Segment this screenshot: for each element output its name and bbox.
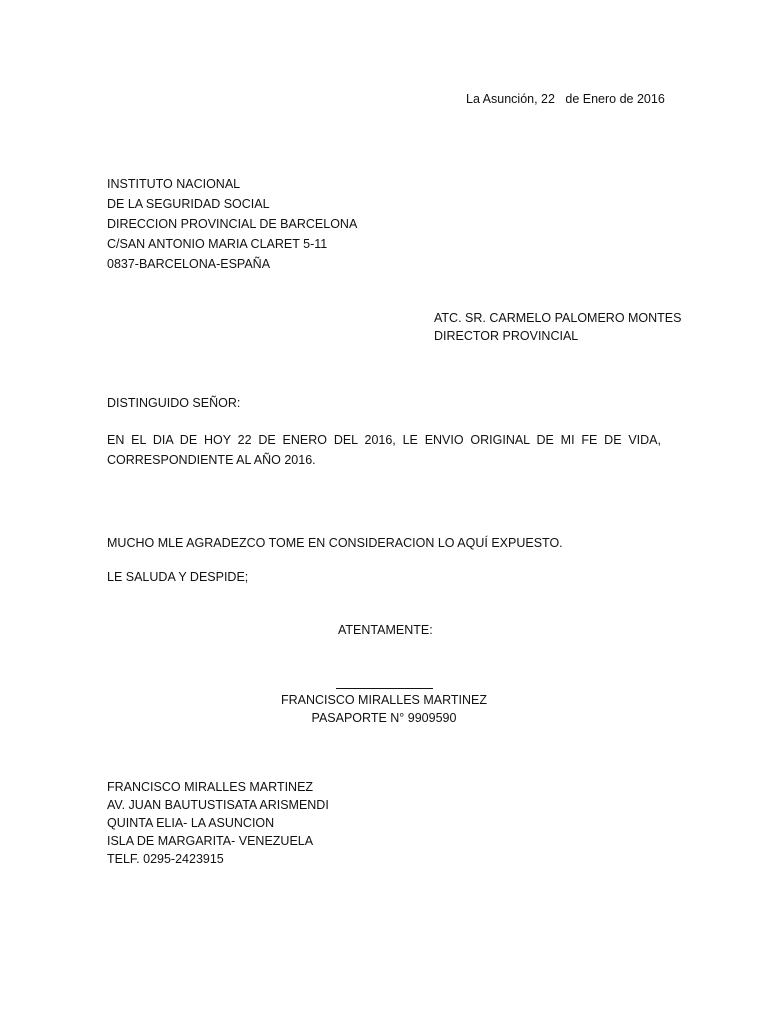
attention-block [434, 309, 682, 345]
sender-line: ISLA DE MARGARITA- VENEZUELA [107, 834, 314, 848]
sender-line: AV. JUAN BAUTUSTISATA ARISMENDI [107, 798, 329, 812]
recipient-line: 0837-BARCELONA-ESPAÑA [107, 257, 271, 271]
sender-line: QUINTA ELIA- LA ASUNCION [107, 816, 275, 830]
paragraph-line: CORRESPONDIENTE AL AÑO 2016. [107, 453, 316, 467]
signature-block [234, 691, 534, 727]
signer-passport: PASAPORTE N° 9909590 [311, 711, 457, 725]
recipient-line: DE LA SEGURIDAD SOCIAL [107, 197, 270, 211]
paragraph-line: EN EL DIA DE HOY 22 DE ENERO DEL 2016, LE ENVIO ORIGINAL DE MI FE DE VIDA, [107, 433, 661, 447]
place-date: La Asunción, 22 de Enero de 2016 [466, 92, 665, 106]
sender-block [107, 778, 329, 868]
closing-atentamente: ATENTAMENTE: [338, 623, 433, 637]
signer-name: FRANCISCO MIRALLES MARTINEZ [280, 693, 488, 707]
body-paragraph [107, 430, 661, 470]
attention-line: DIRECTOR PROVINCIAL [434, 329, 579, 343]
thanks-line: MUCHO MLE AGRADEZCO TOME EN CONSIDERACION LO AQUÍ EXPUESTO. [107, 536, 563, 550]
sender-line: FRANCISCO MIRALLES MARTINEZ [107, 780, 314, 794]
farewell-line: LE SALUDA Y DESPIDE; [107, 570, 249, 584]
salutation: DISTINGUIDO SEÑOR: [107, 396, 241, 410]
recipient-line: DIRECCION PROVINCIAL DE BARCELONA [107, 217, 358, 231]
recipient-line: C/SAN ANTONIO MARIA CLARET 5-11 [107, 237, 328, 251]
signature-line [336, 688, 433, 689]
sender-line: TELF. 0295-2423915 [107, 852, 224, 866]
recipient-line: INSTITUTO NACIONAL [107, 177, 241, 191]
recipient-block [107, 174, 357, 274]
attention-line: ATC. SR. CARMELO PALOMERO MONTES [434, 311, 682, 325]
